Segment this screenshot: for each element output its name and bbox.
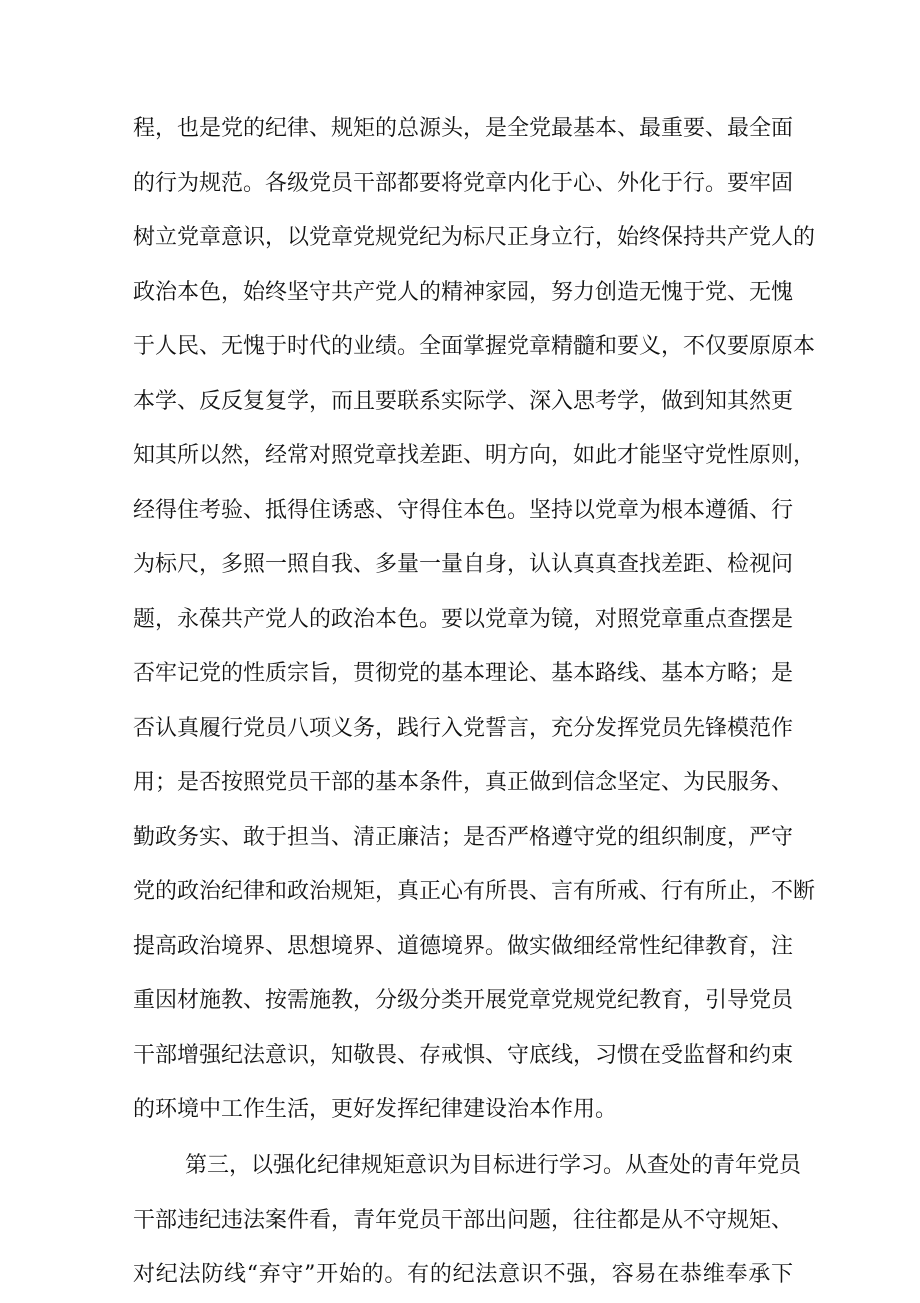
paragraph-1-line: 干部增强纪法意识，知敬畏、存戒惧、守底线，习惯在受监督和约束 — [133, 1042, 794, 1068]
paragraph-1-line: 树立党章意识，以党章党规党纪为标尺正身立行，始终保持共产党人的 — [133, 225, 816, 250]
paragraph-1-line: 经得住考验、抵得住诱惑、守得住本色。坚持以党章为根本遵循、行 — [133, 497, 794, 523]
paragraph-1-line: 用；是否按照党员干部的基本条件，真正做到信念坚定、为民服务、 — [133, 770, 794, 795]
paragraph-2-line: 第三，以强化纪律规矩意识为目标进行学习。从查处的青年党员 — [185, 1153, 802, 1178]
paragraph-1-line: 的环境中工作生活，更好发挥纪律建设治本作用。 — [133, 1097, 618, 1122]
paragraph-1-line: 知其所以然，经常对照党章找差距、明方向，如此才能坚守党性原则， — [133, 443, 816, 468]
paragraph-1-line: 政治本色，始终坚守共产党人的精神家园，努力创造无愧于党、无愧 — [133, 279, 794, 305]
paragraph-1-line: 的行为规范。各级党员干部都要将党章内化于心、外化于行。要牢固 — [133, 170, 794, 196]
paragraph-1-line: 重因材施教、按需施教，分级分类开展党章党规党纪教育，引导党员 — [133, 988, 794, 1013]
paragraph-1 — [133, 102, 816, 1138]
paragraph-1-line: 勤政务实、敢于担当、清正廉洁；是否严格遵守党的组织制度，严守 — [133, 824, 794, 850]
paragraph-1-line: 本学、反反复复学，而且要联系实际学、深入思考学，做到知其然更 — [133, 388, 794, 414]
paragraph-2 — [133, 1139, 802, 1303]
paragraph-1-line: 程，也是党的纪律、规矩的总源头，是全党最基本、最重要、最全面 — [133, 116, 794, 141]
paragraph-2-line: 对纪法防线“弃守”开始的。有的纪法意识不强，容易在恭维奉承下 — [133, 1262, 793, 1287]
paragraph-1-line: 否认真履行党员八项义务，践行入党誓言，充分发挥党员先锋模范作 — [133, 715, 794, 741]
paragraph-1-line: 否牢记党的性质宗旨，贯彻党的基本理论、基本路线、基本方略；是 — [133, 661, 794, 686]
paragraph-1-line: 党的政治纪律和政治规矩，真正心有所畏、言有所戒、行有所止，不断 — [133, 879, 816, 904]
paragraph-1-line: 题，永葆共产党人的政治本色。要以党章为镜，对照党章重点查摆是 — [133, 606, 794, 632]
paragraph-1-line: 提高政治境界、思想境界、道德境界。做实做细经常性纪律教育，注 — [133, 933, 794, 959]
paragraph-2-line: 干部违纪违法案件看，青年党员干部出问题，往往都是从不守规矩、 — [133, 1207, 794, 1233]
paragraph-1-line: 为标尺，多照一照自我、多量一量自身，认认真真查找差距、检视问 — [133, 552, 794, 577]
paragraph-1-line: 于人民、无愧于时代的业绩。全面掌握党章精髓和要义，不仅要原原本 — [133, 334, 816, 359]
